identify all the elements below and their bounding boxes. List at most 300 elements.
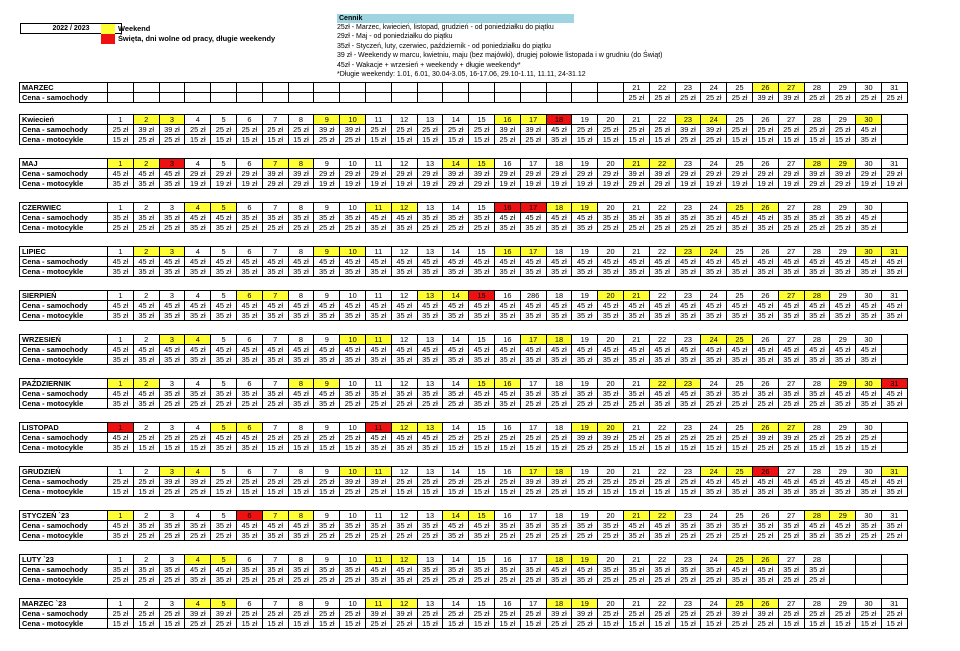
price-cell: 25 zł — [778, 531, 804, 541]
day-cell: 2 — [133, 247, 159, 257]
price-cell: 25 zł — [417, 223, 443, 233]
price-cell: 25 zł — [546, 531, 572, 541]
price-cell: 35 zł — [572, 223, 598, 233]
day-cell: 6 — [236, 555, 262, 565]
price-cell: 25 zł — [262, 399, 288, 409]
day-cell: 30 — [856, 83, 882, 93]
price-cell: 45 zł — [469, 301, 495, 311]
price-cell: 35 zł — [675, 213, 701, 223]
price-cell: 45 zł — [752, 477, 778, 487]
price-line: 25zł - Marzec, kwiecień, listopad, grudzień - od poniedziałku do piątku — [337, 24, 554, 31]
price-cell: 35 zł — [314, 521, 340, 531]
price-cell: 25 zł — [830, 125, 856, 135]
price-cell: 45 zł — [701, 301, 727, 311]
price-cell: 15 zł — [469, 443, 495, 453]
price-cell: 25 zł — [133, 223, 159, 233]
price-cell — [340, 93, 366, 103]
price-cell: 25 zł — [546, 399, 572, 409]
day-cell: 16 — [494, 511, 520, 521]
day-cell: 13 — [417, 335, 443, 345]
price-cell: 25 zł — [520, 399, 546, 409]
day-cell: 4 — [185, 555, 211, 565]
day-cell: 25 — [727, 599, 753, 609]
price-cell — [288, 93, 314, 103]
price-cell: 35 zł — [701, 565, 727, 575]
price-cell: 35 zł — [133, 179, 159, 189]
day-cell: 7 — [262, 555, 288, 565]
day-cell: 23 — [675, 247, 701, 257]
day-cell: 19 — [572, 335, 598, 345]
day-cell: 9 — [314, 555, 340, 565]
price-cell: 19 zł — [881, 179, 907, 189]
price-cell: 25 zł — [391, 531, 417, 541]
price-cell: 35 zł — [288, 311, 314, 321]
price-cell: 45 zł — [572, 345, 598, 355]
price-cell: 25 zł — [108, 609, 134, 619]
day-cell: 27 — [778, 83, 804, 93]
price-cell: 45 zł — [856, 477, 882, 487]
day-cell: 7 — [262, 379, 288, 389]
day-cell: 3 — [159, 511, 185, 521]
day-header-row — [20, 159, 908, 169]
price-cell: 25 zł — [391, 125, 417, 135]
day-cell: 31 — [881, 599, 907, 609]
day-cell: 2 — [133, 335, 159, 345]
day-cell: 16 — [494, 115, 520, 125]
price-cell: 25 zł — [830, 609, 856, 619]
price-cell: 45 zł — [727, 345, 753, 355]
price-cell: 35 zł — [133, 355, 159, 365]
price-cell — [520, 93, 546, 103]
price-row-label: Cena - samochody — [20, 565, 108, 575]
day-cell: 7 — [262, 467, 288, 477]
day-cell: 10 — [340, 335, 366, 345]
price-cell: 25 zł — [856, 531, 882, 541]
price-row-label: Cena - motocykle — [20, 179, 108, 189]
price-cell: 35 zł — [236, 355, 262, 365]
price-cell: 25 zł — [159, 531, 185, 541]
price-cell — [572, 93, 598, 103]
day-cell: 25 — [727, 511, 753, 521]
day-header-row — [20, 379, 908, 389]
price-cell: 29 zł — [727, 169, 753, 179]
price-cell: 45 zł — [159, 301, 185, 311]
day-cell: 25 — [727, 555, 753, 565]
price-cell: 25 zł — [262, 125, 288, 135]
day-cell: 17 — [520, 203, 546, 213]
price-cell: 15 zł — [830, 135, 856, 145]
price-cell — [211, 93, 237, 103]
price-cell: 45 zł — [211, 301, 237, 311]
day-cell: 13 — [417, 203, 443, 213]
price-cell: 45 zł — [133, 257, 159, 267]
day-cell: 12 — [391, 423, 417, 433]
price-cell: 19 zł — [752, 179, 778, 189]
price-cell: 45 zł — [701, 257, 727, 267]
day-cell: 4 — [185, 599, 211, 609]
price-cell: 25 zł — [778, 575, 804, 585]
day-cell: 17 — [520, 115, 546, 125]
day-cell: 7 — [262, 115, 288, 125]
price-cell: 45 zł — [727, 477, 753, 487]
price-row-label: Cena - samochody — [20, 609, 108, 619]
price-cell: 45 zł — [159, 345, 185, 355]
price-cell: 25 zł — [365, 399, 391, 409]
price-cell: 19 zł — [546, 179, 572, 189]
price-cell: 45 zł — [675, 345, 701, 355]
price-cell: 35 zł — [185, 223, 211, 233]
price-cell: 45 zł — [727, 213, 753, 223]
day-cell: 29 — [830, 247, 856, 257]
price-cell: 35 zł — [494, 521, 520, 531]
day-cell: 16 — [494, 335, 520, 345]
price-cell: 45 zł — [649, 257, 675, 267]
price-cell: 19 zł — [417, 179, 443, 189]
day-cell: 31 — [881, 511, 907, 521]
price-cell: 45 zł — [881, 301, 907, 311]
price-cell: 45 zł — [494, 213, 520, 223]
day-cell: 10 — [340, 203, 366, 213]
price-cell: 25 zł — [262, 575, 288, 585]
price-cell: 25 zł — [469, 125, 495, 135]
price-cell: 35 zł — [494, 267, 520, 277]
price-cell: 35 zł — [830, 311, 856, 321]
price-row-label: Cena - samochody — [20, 345, 108, 355]
day-cell: 18 — [546, 291, 572, 301]
day-cell: 30 — [856, 423, 882, 433]
day-cell: 286 — [520, 291, 546, 301]
price-cell: 25 zł — [752, 125, 778, 135]
price-cell: 35 zł — [365, 521, 391, 531]
price-cell: 29 zł — [340, 169, 366, 179]
price-cell: 35 zł — [649, 267, 675, 277]
price-cell: 29 zł — [572, 169, 598, 179]
price-cell: 25 zł — [262, 433, 288, 443]
day-cell: 27 — [778, 335, 804, 345]
price-cell: 35 zł — [236, 213, 262, 223]
day-cell: 23 — [675, 83, 701, 93]
price-cell — [881, 433, 907, 443]
price-cell: 35 zł — [469, 213, 495, 223]
day-cell: 2 — [133, 159, 159, 169]
price-cell: 15 zł — [185, 443, 211, 453]
price-row-label: Cena - motocykle — [20, 575, 108, 585]
day-cell — [365, 83, 391, 93]
price-cell: 35 zł — [443, 213, 469, 223]
day-cell: 29 — [830, 335, 856, 345]
price-cell: 45 zł — [262, 521, 288, 531]
day-cell: 9 — [314, 203, 340, 213]
price-row — [20, 223, 908, 233]
price-cell: 35 zł — [649, 399, 675, 409]
price-cell: 35 zł — [443, 531, 469, 541]
price-cell: 25 zł — [159, 487, 185, 497]
price-cell: 35 zł — [598, 389, 624, 399]
price-cell: 35 zł — [623, 355, 649, 365]
month-table — [19, 510, 908, 541]
price-cell: 15 zł — [649, 619, 675, 629]
price-row-label: Cena - motocykle — [20, 355, 108, 365]
price-cell: 15 zł — [804, 619, 830, 629]
day-cell: 19 — [572, 247, 598, 257]
day-cell: 10 — [340, 599, 366, 609]
price-cell: 15 zł — [262, 619, 288, 629]
day-cell — [340, 83, 366, 93]
price-cell: 25 zł — [417, 531, 443, 541]
price-cell: 25 zł — [288, 433, 314, 443]
price-cell — [133, 93, 159, 103]
price-cell: 15 zł — [236, 487, 262, 497]
price-cell: 35 zł — [443, 355, 469, 365]
price-cell: 25 zł — [391, 619, 417, 629]
price-cell: 39 zł — [778, 93, 804, 103]
day-cell — [598, 83, 624, 93]
price-cell: 25 zł — [185, 125, 211, 135]
day-cell: 17 — [520, 599, 546, 609]
price-cell: 15 zł — [804, 443, 830, 453]
day-cell: 31 — [881, 379, 907, 389]
day-cell: 28 — [804, 291, 830, 301]
price-cell: 25 zł — [675, 531, 701, 541]
day-cell: 18 — [546, 555, 572, 565]
price-cell: 25 zł — [856, 433, 882, 443]
day-cell: 11 — [365, 203, 391, 213]
day-cell — [881, 203, 907, 213]
price-cell: 45 zł — [469, 257, 495, 267]
price-cell: 25 zł — [649, 93, 675, 103]
price-cell: 35 zł — [856, 399, 882, 409]
price-cell: 25 zł — [469, 477, 495, 487]
day-cell: 20 — [598, 203, 624, 213]
price-cell: 39 zł — [572, 433, 598, 443]
price-cell — [108, 93, 134, 103]
day-cell: 8 — [288, 467, 314, 477]
price-cell: 39 zł — [494, 125, 520, 135]
price-cell: 39 zł — [133, 125, 159, 135]
price-cell: 25 zł — [469, 433, 495, 443]
day-cell: 28 — [804, 379, 830, 389]
price-cell: 25 zł — [804, 93, 830, 103]
price-cell: 15 zł — [443, 135, 469, 145]
day-cell: 18 — [546, 203, 572, 213]
price-cell: 35 zł — [185, 355, 211, 365]
month-name: GRUDZIEŃ — [20, 467, 108, 477]
price-cell: 15 zł — [752, 135, 778, 145]
price-cell: 29 zł — [804, 179, 830, 189]
price-cell: 35 zł — [727, 311, 753, 321]
price-cell: 25 zł — [443, 609, 469, 619]
price-cell: 45 zł — [391, 213, 417, 223]
day-cell: 11 — [365, 599, 391, 609]
price-cell: 45 zł — [804, 301, 830, 311]
day-cell: 27 — [778, 379, 804, 389]
price-cell: 45 zł — [881, 389, 907, 399]
price-cell: 35 zł — [417, 213, 443, 223]
price-cell: 25 zł — [288, 477, 314, 487]
price-cell: 25 zł — [469, 575, 495, 585]
day-cell: 17 — [520, 423, 546, 433]
price-cell: 15 zł — [340, 619, 366, 629]
day-cell: 12 — [391, 335, 417, 345]
price-cell: 29 zł — [830, 179, 856, 189]
day-cell: 17 — [520, 159, 546, 169]
day-cell: 4 — [185, 335, 211, 345]
price-cell — [856, 575, 882, 585]
price-cell: 25 zł — [288, 609, 314, 619]
day-cell: 21 — [623, 335, 649, 345]
day-cell: 28 — [804, 115, 830, 125]
price-row-label: Cena - motocykle — [20, 223, 108, 233]
day-cell: 28 — [804, 599, 830, 609]
day-cell: 27 — [778, 423, 804, 433]
day-cell: 26 — [752, 115, 778, 125]
price-cell: 15 zł — [598, 487, 624, 497]
price-cell: 35 zł — [752, 521, 778, 531]
price-cell: 15 zł — [469, 619, 495, 629]
price-row — [20, 257, 908, 267]
day-cell: 29 — [830, 467, 856, 477]
price-cell — [881, 355, 907, 365]
day-cell: 29 — [830, 159, 856, 169]
day-cell — [881, 115, 907, 125]
price-cell: 15 zł — [469, 487, 495, 497]
day-cell: 24 — [701, 335, 727, 345]
price-cell: 39 zł — [598, 433, 624, 443]
price-cell: 35 zł — [804, 487, 830, 497]
day-cell: 21 — [623, 511, 649, 521]
price-cell — [469, 93, 495, 103]
day-cell: 11 — [365, 511, 391, 521]
price-cell: 15 zł — [391, 135, 417, 145]
day-cell: 27 — [778, 467, 804, 477]
price-cell: 15 zł — [262, 135, 288, 145]
price-cell: 25 zł — [417, 575, 443, 585]
price-cell: 35 zł — [108, 443, 134, 453]
price-cell — [856, 565, 882, 575]
price-cell: 45 zł — [417, 345, 443, 355]
price-cell: 25 zł — [804, 399, 830, 409]
price-cell: 29 zł — [881, 169, 907, 179]
price-cell: 29 zł — [649, 179, 675, 189]
price-cell: 35 zł — [133, 267, 159, 277]
price-cell: 25 zł — [494, 575, 520, 585]
day-cell: 23 — [675, 423, 701, 433]
price-cell: 25 zł — [881, 609, 907, 619]
price-cell: 35 zł — [211, 223, 237, 233]
price-cell: 15 zł — [494, 619, 520, 629]
price-cell: 45 zł — [211, 345, 237, 355]
day-cell: 28 — [804, 335, 830, 345]
day-cell — [185, 83, 211, 93]
day-cell — [469, 83, 495, 93]
price-cell: 35 zł — [236, 443, 262, 453]
price-cell: 45 zł — [108, 169, 134, 179]
day-cell: 19 — [572, 423, 598, 433]
day-cell: 10 — [340, 467, 366, 477]
price-cell: 19 zł — [185, 179, 211, 189]
day-cell: 24 — [701, 423, 727, 433]
price-cell — [881, 213, 907, 223]
day-cell: 9 — [314, 159, 340, 169]
price-cell: 19 zł — [236, 179, 262, 189]
day-cell: 21 — [623, 83, 649, 93]
day-cell: 24 — [701, 115, 727, 125]
day-cell: 16 — [494, 423, 520, 433]
day-cell: 8 — [288, 247, 314, 257]
price-cell: 15 zł — [314, 487, 340, 497]
price-cell — [494, 93, 520, 103]
price-cell: 35 zł — [804, 213, 830, 223]
day-cell: 13 — [417, 379, 443, 389]
price-cell: 35 zł — [856, 311, 882, 321]
day-cell: 6 — [236, 379, 262, 389]
day-cell: 15 — [469, 115, 495, 125]
price-cell: 35 zł — [236, 531, 262, 541]
price-cell: 25 zł — [727, 531, 753, 541]
day-cell: 25 — [727, 379, 753, 389]
price-row-label: Cena - samochody — [20, 125, 108, 135]
price-cell: 19 zł — [856, 179, 882, 189]
price-cell: 25 zł — [804, 223, 830, 233]
price-cell: 25 zł — [236, 609, 262, 619]
price-cell: 25 zł — [391, 477, 417, 487]
price-cell: 35 zł — [340, 565, 366, 575]
price-cell: 45 zł — [211, 565, 237, 575]
day-cell: 16 — [494, 379, 520, 389]
price-cell: 35 zł — [159, 179, 185, 189]
day-cell: 25 — [727, 247, 753, 257]
price-cell: 45 zł — [881, 257, 907, 267]
price-cell: 25 zł — [546, 619, 572, 629]
day-cell: 12 — [391, 379, 417, 389]
day-cell: 11 — [365, 159, 391, 169]
month-table — [19, 290, 908, 321]
price-cell: 15 zł — [494, 443, 520, 453]
holiday-swatch — [101, 34, 115, 44]
day-cell: 30 — [856, 379, 882, 389]
price-cell: 25 zł — [469, 609, 495, 619]
day-cell: 28 — [804, 555, 830, 565]
day-cell: 6 — [236, 115, 262, 125]
price-row — [20, 521, 908, 531]
day-cell: 20 — [598, 599, 624, 609]
day-cell: 25 — [727, 291, 753, 301]
price-cell: 35 zł — [649, 355, 675, 365]
price-cell: 25 zł — [572, 125, 598, 135]
price-cell: 25 zł — [108, 125, 134, 135]
day-cell: 7 — [262, 335, 288, 345]
day-cell: 30 — [856, 511, 882, 521]
price-cell: 25 zł — [417, 399, 443, 409]
day-cell: 4 — [185, 379, 211, 389]
day-cell — [881, 423, 907, 433]
price-cell: 35 zł — [572, 311, 598, 321]
day-cell: 12 — [391, 599, 417, 609]
price-cell: 25 zł — [752, 531, 778, 541]
day-cell: 11 — [365, 335, 391, 345]
day-cell: 18 — [546, 599, 572, 609]
price-cell: 35 zł — [391, 443, 417, 453]
day-cell: 9 — [314, 599, 340, 609]
price-cell: 15 zł — [804, 135, 830, 145]
price-cell: 35 zł — [804, 267, 830, 277]
price-cell: 45 zł — [262, 301, 288, 311]
price-cell: 45 zł — [649, 521, 675, 531]
price-cell: 35 zł — [391, 389, 417, 399]
price-cell: 35 zł — [598, 267, 624, 277]
price-cell: 25 zł — [365, 487, 391, 497]
day-cell: 23 — [675, 379, 701, 389]
